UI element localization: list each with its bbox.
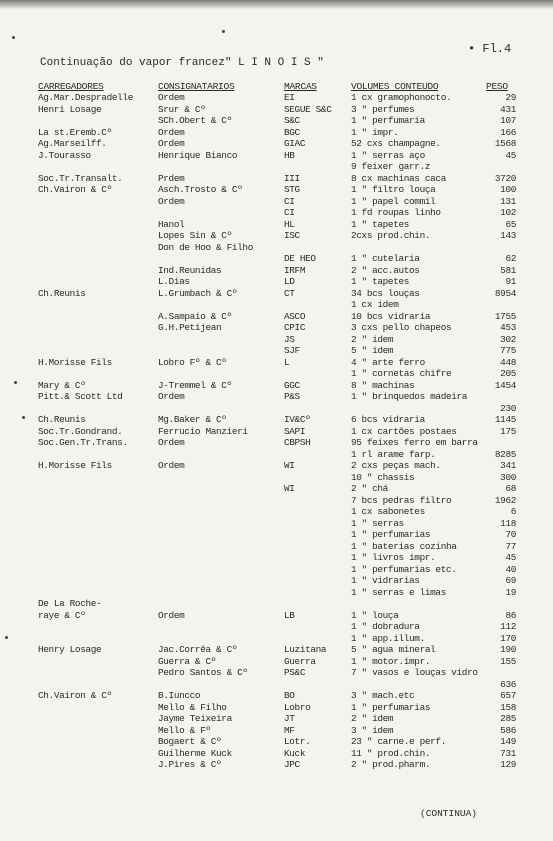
- cell-volumes-conteudo: 1 cx idem: [351, 299, 399, 310]
- cell-marca: MF: [284, 724, 295, 736]
- cell-peso: 3720: [494, 172, 516, 184]
- cell-peso: 69: [505, 575, 516, 586]
- table-row: [0, 656, 553, 668]
- cell-consignatario: Mello & Filho: [158, 701, 227, 713]
- table-row: [0, 207, 553, 219]
- cell-marca: LD: [284, 276, 295, 287]
- cell-peso: 1145: [494, 414, 516, 425]
- cell-volumes-conteudo: 2 " acc.autos: [351, 264, 420, 276]
- table-row: [0, 529, 553, 541]
- cell-volumes-conteudo: 8 " machinas: [351, 379, 415, 391]
- table-row: [0, 426, 553, 438]
- cell-volumes-conteudo: 1 " motor.impr.: [351, 655, 431, 667]
- cell-consignatario: Ind.Reunidas: [158, 264, 222, 276]
- table-row: [0, 667, 553, 679]
- cell-peso: 45: [505, 149, 516, 161]
- cell-peso: 100: [500, 184, 516, 195]
- cell-carregador: Ch.Reunis: [38, 287, 86, 299]
- cell-consignatario: Hanol: [158, 218, 185, 230]
- table-row: [0, 368, 553, 380]
- table-row: [0, 265, 553, 277]
- cell-peso: 62: [505, 253, 516, 264]
- cell-volumes-conteudo: 95 feixes ferro em barra: [351, 437, 478, 448]
- cell-peso: 285: [500, 713, 516, 724]
- cell-peso: 143: [500, 230, 516, 241]
- table-row: [0, 460, 553, 472]
- cell-marca: ASCO: [284, 310, 306, 322]
- cell-volumes-conteudo: 1 " vidrarias: [351, 575, 420, 586]
- cell-carregador: De La Roche-: [38, 598, 102, 609]
- cell-carregador: Ch.Reunis: [38, 414, 86, 425]
- cell-volumes-conteudo: 23 " carne.e perf.: [351, 736, 446, 747]
- cell-volumes-conteudo: 1 cx cartões postaes: [351, 425, 457, 437]
- cell-carregador: Ag.Mar.Despradelle: [38, 92, 133, 103]
- table-row: [0, 414, 553, 426]
- cell-marca: STG: [284, 184, 300, 195]
- cell-carregador: La st.Eremb.Cº: [38, 126, 112, 138]
- cell-consignatario: Lopes Sin & Cº: [158, 230, 232, 241]
- cell-volumes-conteudo: 2 cxs peças mach.: [351, 460, 441, 471]
- cell-carregador: Ag.Marseilff.: [38, 138, 107, 149]
- cell-peso: 230: [500, 402, 516, 414]
- scan-speck: [12, 36, 15, 39]
- table-row: [0, 644, 553, 656]
- cell-peso: 1755: [494, 310, 516, 322]
- header-carregadores: CARREGADORES: [38, 81, 104, 92]
- cell-carregador: H.Morisse Fils: [38, 460, 112, 471]
- table-row: [0, 196, 553, 208]
- cell-peso: 205: [500, 368, 516, 379]
- cell-volumes-conteudo: 34 bcs louças: [351, 287, 420, 299]
- cell-consignatario: Ferrucio Manzieri: [158, 425, 248, 437]
- cell-consignatario: Ordem: [158, 138, 185, 149]
- cell-marca: JT: [284, 713, 295, 724]
- continua-note: (CONTINUA): [420, 808, 478, 819]
- cell-volumes-conteudo: 1 " cutelaria: [351, 253, 420, 264]
- cell-consignatario: Guerra & Cº: [158, 655, 217, 667]
- cell-carregador: Ch.Vairon & Cº: [38, 690, 112, 701]
- cell-marca: JS: [284, 333, 295, 345]
- scan-speck: [22, 416, 25, 419]
- cell-volumes-conteudo: 1 cx sabonetes: [351, 506, 425, 517]
- manifest-table: [0, 92, 553, 771]
- table-row: [0, 575, 553, 587]
- cell-volumes-conteudo: 2cxs prod.chin.: [351, 230, 431, 241]
- cell-peso: 118: [500, 517, 516, 529]
- cell-marca: Luzitana: [284, 644, 327, 655]
- cell-peso: 581: [500, 264, 516, 276]
- cell-peso: 1454: [494, 379, 516, 391]
- cell-peso: 657: [500, 690, 516, 701]
- table-row: [0, 725, 553, 737]
- cell-consignatario: Ordem: [158, 126, 185, 138]
- cell-marca: LB: [284, 609, 295, 621]
- table-row: [0, 184, 553, 196]
- cell-peso: 6: [510, 506, 516, 517]
- header-volumes-conteudo: VOLUMES CONTEUDO: [351, 81, 439, 92]
- table-row: [0, 161, 553, 173]
- header-marcas: MARCAS: [284, 81, 317, 92]
- cell-peso: 636: [500, 678, 516, 690]
- table-row: [0, 173, 553, 185]
- table-row: [0, 127, 553, 139]
- table-row: [0, 621, 553, 633]
- cell-peso: 19: [505, 586, 516, 598]
- cell-marca: GGC: [284, 379, 300, 391]
- cell-marca: IRFM: [284, 264, 306, 276]
- table-row: [0, 437, 553, 449]
- cell-volumes-conteudo: 5 " idem: [351, 345, 394, 356]
- cell-consignatario: A.Sampaio & Cº: [158, 310, 232, 322]
- cell-peso: 775: [500, 345, 516, 356]
- cell-peso: 68: [505, 483, 516, 494]
- cell-peso: 158: [500, 701, 516, 713]
- cell-marca: III: [284, 172, 300, 184]
- table-row: [0, 138, 553, 150]
- cell-consignatario: L.Grumbach & Cº: [158, 287, 238, 299]
- cell-marca: L: [284, 356, 290, 368]
- cell-peso: 175: [500, 425, 516, 437]
- cell-marca: JPC: [284, 759, 300, 770]
- cell-consignatario: Mg.Baker & Cº: [158, 414, 227, 425]
- cell-volumes-conteudo: 1 " perfumarias: [351, 529, 431, 540]
- cell-marca: Kuck: [284, 747, 306, 759]
- cell-marca: HL: [284, 218, 295, 230]
- table-row: [0, 506, 553, 518]
- table-row: [0, 690, 553, 702]
- cell-peso: 8285: [494, 448, 516, 460]
- cell-peso: 45: [505, 552, 516, 563]
- cell-volumes-conteudo: 1 " app.illum.: [351, 632, 425, 644]
- cell-volumes-conteudo: 9 feixer garr.z: [351, 161, 431, 172]
- cell-volumes-conteudo: 2 " idem: [351, 333, 394, 345]
- cell-marca: GIAC: [284, 138, 306, 149]
- table-row: [0, 253, 553, 265]
- table-row: [0, 115, 553, 127]
- cell-marca: SAPI: [284, 425, 306, 437]
- cell-volumes-conteudo: 1 " perfumarias: [351, 701, 431, 713]
- table-row: [0, 449, 553, 461]
- scan-speck: [222, 30, 225, 33]
- table-row: [0, 472, 553, 484]
- table-row: [0, 299, 553, 311]
- cell-carregador: J.Tourasso: [38, 149, 91, 161]
- cell-peso: 448: [500, 356, 516, 368]
- cell-volumes-conteudo: 5 " agua mineral: [351, 644, 436, 655]
- table-row: [0, 713, 553, 725]
- table-row: [0, 242, 553, 254]
- cell-carregador: Henry Losage: [38, 644, 102, 655]
- table-row: [0, 598, 553, 610]
- cell-volumes-conteudo: 1 " tapetes: [351, 276, 410, 287]
- cell-volumes-conteudo: 3 " perfumes: [351, 103, 415, 115]
- cell-marca: WI: [284, 483, 295, 494]
- cell-volumes-conteudo: 6 bcs vidraria: [351, 414, 425, 425]
- cell-consignatario: Prdem: [158, 172, 185, 184]
- cell-consignatario: Srur & Cº: [158, 103, 206, 115]
- cell-peso: 65: [505, 218, 516, 230]
- cell-consignatario: B.Iuncco: [158, 690, 201, 701]
- cell-volumes-conteudo: 1 " tapetes: [351, 218, 410, 230]
- cell-marca: P&S: [284, 391, 300, 402]
- cell-volumes-conteudo: 1 fd roupas linho: [351, 207, 441, 218]
- table-row: [0, 391, 553, 403]
- cell-carregador: Soc.Tr.Gondrand.: [38, 425, 123, 437]
- cell-consignatario: Ordem: [158, 609, 185, 621]
- cell-peso: 8954: [494, 287, 516, 299]
- cell-volumes-conteudo: 1 " livros impr.: [351, 552, 436, 563]
- cell-peso: 102: [500, 207, 516, 218]
- cell-marca: PS&C: [284, 667, 306, 678]
- cell-marca: S&C: [284, 115, 300, 126]
- cell-consignatario: Ordem: [158, 195, 185, 207]
- cell-volumes-conteudo: 7 bcs pedras filtro: [351, 494, 452, 506]
- cell-peso: 86: [505, 609, 516, 621]
- table-row: [0, 380, 553, 392]
- cell-marca: CBPSH: [284, 437, 311, 448]
- table-row: [0, 564, 553, 576]
- cell-consignatario: Henrique Bianco: [158, 149, 238, 161]
- page-title: Continuação do vapor francez" L I N O I S ": [40, 57, 324, 69]
- cell-marca: BGC: [284, 126, 300, 138]
- table-row: [0, 403, 553, 415]
- cell-volumes-conteudo: 1 " cornetas chifre: [351, 368, 452, 379]
- table-row: [0, 357, 553, 369]
- cell-consignatario: Ordem: [158, 460, 185, 471]
- cell-marca: HB: [284, 149, 295, 161]
- table-row: [0, 736, 553, 748]
- table-row: [0, 679, 553, 691]
- cell-consignatario: Asch.Trosto & Cº: [158, 184, 243, 195]
- cell-volumes-conteudo: 1 " brinquedos madeira: [351, 391, 468, 402]
- cell-carregador: Soc.Tr.Transalt.: [38, 172, 123, 184]
- cell-peso: 129: [500, 759, 516, 770]
- table-row: [0, 322, 553, 334]
- cell-marca: Lobro: [284, 701, 311, 713]
- cell-marca: CT: [284, 287, 295, 299]
- table-row: [0, 495, 553, 507]
- cell-consignatario: G.H.Petijean: [158, 322, 222, 333]
- cell-peso: 91: [505, 276, 516, 287]
- cell-volumes-conteudo: 1 " baterias cozinha: [351, 540, 457, 552]
- page-number: • Fl.4: [468, 42, 512, 56]
- cell-marca: CI: [284, 207, 295, 218]
- cell-volumes-conteudo: 1 " papel commil: [351, 195, 436, 207]
- table-row: [0, 276, 553, 288]
- cell-carregador: H.Morisse Fils: [38, 356, 112, 368]
- cell-marca: BO: [284, 690, 295, 701]
- cell-volumes-conteudo: 1 " dobradura: [351, 621, 420, 632]
- table-row: [0, 230, 553, 242]
- cell-carregador: raye & Cº: [38, 609, 86, 621]
- cell-marca: DE HEO: [284, 253, 316, 264]
- cell-consignatario: J.Pires & Cº: [158, 759, 222, 770]
- table-row: [0, 219, 553, 231]
- cell-marca: EI: [284, 92, 295, 103]
- cell-peso: 453: [500, 322, 516, 333]
- cell-consignatario: Ordem: [158, 391, 185, 402]
- cell-volumes-conteudo: 1 " perfumarias etc.: [351, 563, 457, 575]
- cell-marca: CI: [284, 195, 295, 207]
- table-row: [0, 150, 553, 162]
- cell-volumes-conteudo: 52 cxs champagne.: [351, 138, 441, 149]
- table-row: [0, 748, 553, 760]
- cell-marca: CPIC: [284, 322, 306, 333]
- cell-marca: Guerra: [284, 655, 316, 667]
- table-row: [0, 311, 553, 323]
- cell-carregador: Pitt.& Scott Ltd: [38, 391, 123, 402]
- cell-volumes-conteudo: 10 bcs vidraria: [351, 310, 431, 322]
- cell-peso: 70: [505, 529, 516, 540]
- cell-peso: 170: [500, 632, 516, 644]
- cell-volumes-conteudo: 1 " perfumaria: [351, 115, 425, 126]
- table-row: [0, 345, 553, 357]
- header-consignatarios: CONSIGNATARIOS: [158, 81, 235, 92]
- cell-peso: 155: [500, 655, 516, 667]
- table-row: [0, 518, 553, 530]
- cell-carregador: Mary & Cº: [38, 379, 86, 391]
- table-row: [0, 288, 553, 300]
- cell-consignatario: Don de Hoo & Filho: [158, 241, 253, 253]
- cell-carregador: Henri Losage: [38, 103, 102, 115]
- table-row: [0, 92, 553, 104]
- cell-volumes-conteudo: 2 " prod.pharm.: [351, 759, 431, 770]
- cell-volumes-conteudo: 3 cxs pello chapeos: [351, 322, 452, 333]
- cell-volumes-conteudo: 10 " chassis: [351, 471, 415, 483]
- cell-volumes-conteudo: 2 " chá: [351, 483, 388, 494]
- cell-peso: 190: [500, 644, 516, 655]
- cell-volumes-conteudo: 8 cx machinas caca: [351, 172, 446, 184]
- cell-volumes-conteudo: 3 " idem: [351, 724, 394, 736]
- cell-peso: 131: [500, 195, 516, 207]
- cell-consignatario: L.Dias: [158, 276, 190, 287]
- cell-peso: 40: [505, 563, 516, 575]
- cell-peso: 77: [505, 540, 516, 552]
- cell-volumes-conteudo: 1 cx gramophonocto.: [351, 92, 452, 103]
- scan-speck: [14, 381, 17, 384]
- cell-volumes-conteudo: 1 " filtro louça: [351, 184, 436, 195]
- cell-consignatario: Mello & Fº: [158, 724, 211, 736]
- cell-volumes-conteudo: 1 " serras aço: [351, 149, 425, 161]
- cell-marca: SEGUE S&C: [284, 103, 332, 115]
- cell-consignatario: Jac.Corrêa & Cº: [158, 644, 238, 655]
- table-row: [0, 702, 553, 714]
- cell-consignatario: J-Tremmel & Cº: [158, 379, 232, 391]
- table-row: [0, 587, 553, 599]
- table-row: [0, 610, 553, 622]
- table-row: [0, 104, 553, 116]
- cell-volumes-conteudo: 11 " prod.chin.: [351, 747, 431, 759]
- cell-peso: 112: [500, 621, 516, 632]
- cell-consignatario: Guilherme Kuck: [158, 747, 232, 759]
- cell-peso: 431: [500, 103, 516, 115]
- cell-peso: 29: [505, 92, 516, 103]
- cell-peso: 107: [500, 115, 516, 126]
- cell-volumes-conteudo: 4 " arte ferro: [351, 356, 425, 368]
- cell-marca: SJF: [284, 345, 300, 356]
- cell-peso: 166: [500, 126, 516, 138]
- cell-carregador: Ch.Vairon & Cº: [38, 184, 112, 195]
- cell-consignatario: Lobro Fº & Cº: [158, 356, 227, 368]
- cell-carregador: Soc.Gen.Tr.Trans.: [38, 437, 128, 448]
- table-row: [0, 759, 553, 771]
- header-peso: PESO: [486, 81, 508, 92]
- cell-consignatario: Ordem: [158, 92, 185, 103]
- cell-peso: 341: [500, 460, 516, 471]
- table-row: [0, 633, 553, 645]
- cell-volumes-conteudo: 1 " serras e limas: [351, 586, 446, 598]
- cell-volumes-conteudo: 3 " mach.etc: [351, 690, 415, 701]
- cell-peso: 149: [500, 736, 516, 747]
- cell-volumes-conteudo: 1 " impr.: [351, 126, 399, 138]
- cell-marca: Lotr.: [284, 736, 311, 747]
- cell-volumes-conteudo: 1 " serras: [351, 517, 404, 529]
- cell-consignatario: Jayme Teixeira: [158, 713, 232, 724]
- table-row: [0, 483, 553, 495]
- cell-marca: ISC: [284, 230, 300, 241]
- cell-marca: IV&Cº: [284, 414, 311, 425]
- cell-consignatario: Bogaert & Cº: [158, 736, 222, 747]
- table-row: [0, 552, 553, 564]
- table-row: [0, 334, 553, 346]
- cell-peso: 586: [500, 724, 516, 736]
- cell-volumes-conteudo: 2 " idem: [351, 713, 394, 724]
- cell-marca: WI: [284, 460, 295, 471]
- cell-peso: 731: [500, 747, 516, 759]
- cell-volumes-conteudo: 1 rl arame farp.: [351, 448, 436, 460]
- cell-peso: 300: [500, 471, 516, 483]
- cell-volumes-conteudo: 1 " louça: [351, 609, 399, 621]
- cell-peso: 1568: [494, 138, 516, 149]
- cell-consignatario: Ordem: [158, 437, 185, 448]
- table-row: [0, 541, 553, 553]
- scan-speck: [5, 636, 8, 639]
- cell-consignatario: SCh.Obert & Cº: [158, 115, 232, 126]
- cell-peso: 302: [500, 333, 516, 345]
- cell-volumes-conteudo: 7 " vasos e louças vidro: [351, 667, 478, 678]
- cell-consignatario: Pedro Santos & Cº: [158, 667, 248, 678]
- cell-peso: 1962: [494, 494, 516, 506]
